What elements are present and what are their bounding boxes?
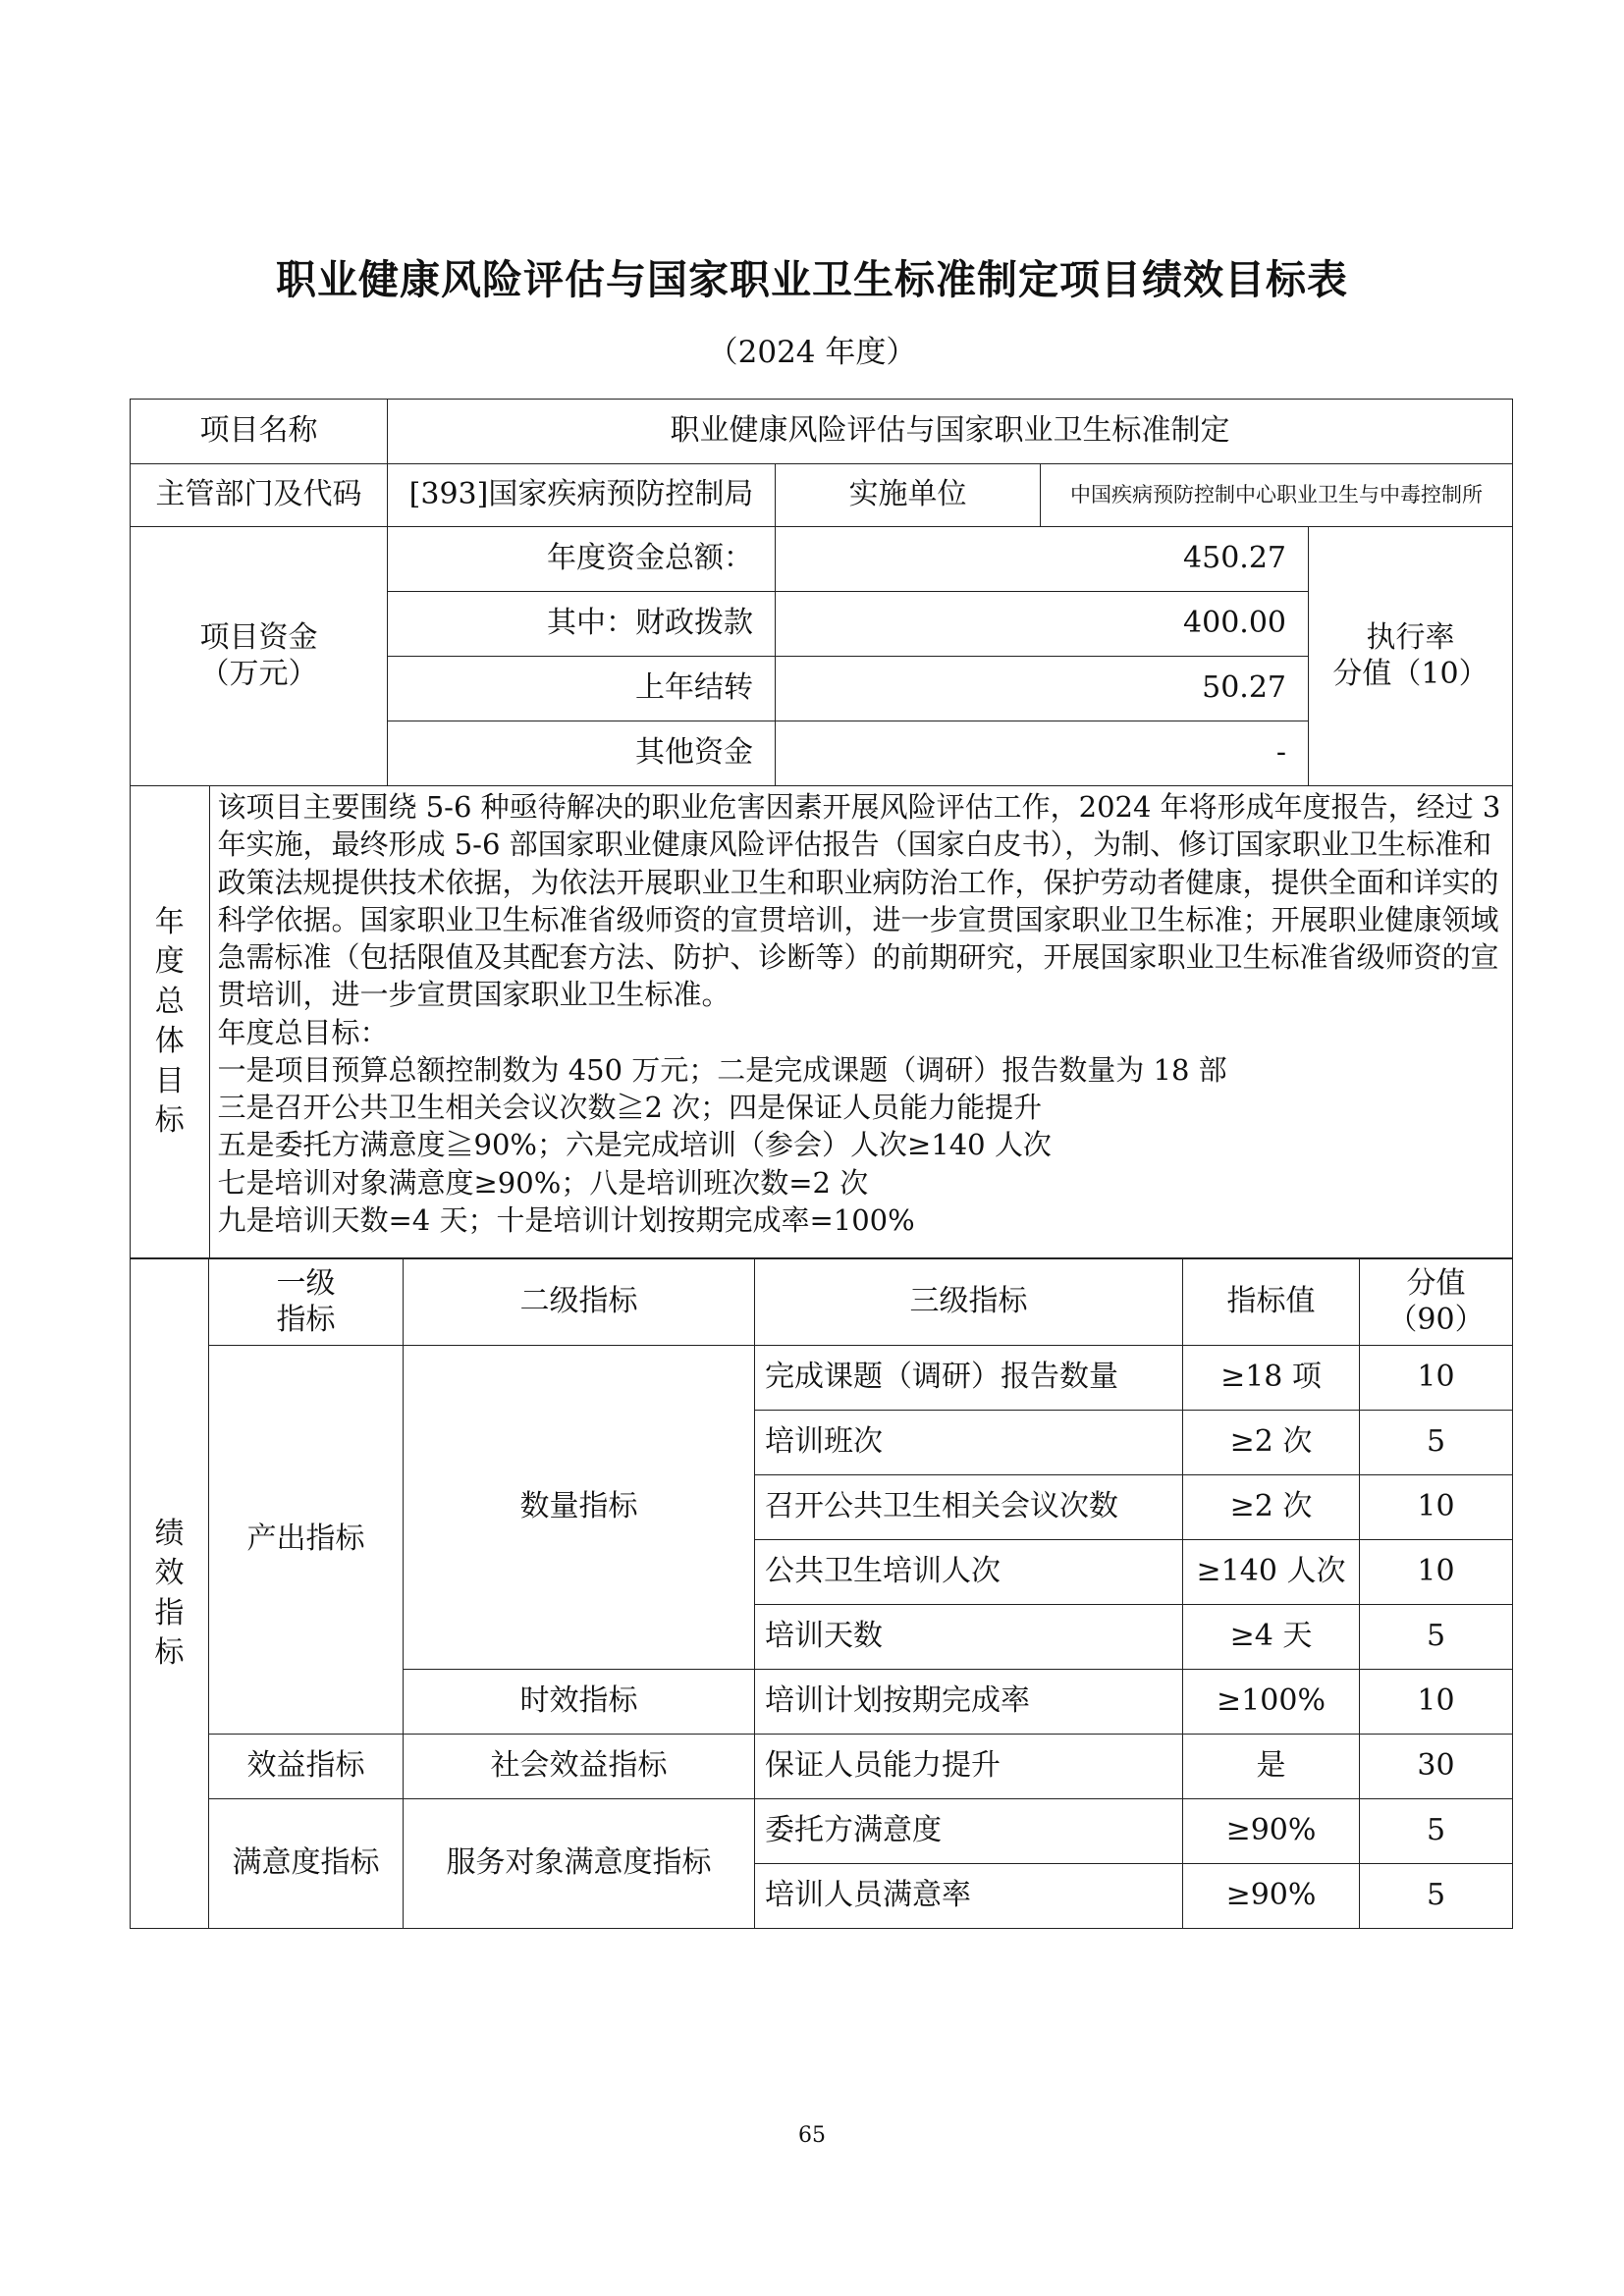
perf-label-char: 指 xyxy=(154,1595,185,1630)
funds-total-value: 450.27 xyxy=(776,527,1309,592)
indicator-value: ≥18 项 xyxy=(1183,1346,1360,1411)
indicator-score: 5 xyxy=(1360,1411,1513,1475)
header-level1 xyxy=(209,1259,404,1346)
header-level3: 三级指标 xyxy=(755,1259,1183,1346)
funds-total-label: 年度资金总额： xyxy=(388,527,776,592)
goal-line: 年度总目标： xyxy=(217,1015,389,1049)
funds-label-line2: （万元） xyxy=(199,656,318,691)
page-subtitle: （2024 年度） xyxy=(707,335,917,370)
exec-rate-line1: 执行率 xyxy=(1366,619,1455,655)
performance-table xyxy=(130,1258,1513,1929)
indicator-name: 公共卫生培训人次 xyxy=(755,1540,1183,1605)
perf-label xyxy=(131,1259,209,1929)
funds-carryover-label: 上年结转 xyxy=(388,657,776,721)
perf-label-char: 效 xyxy=(154,1556,185,1590)
indicator-value: ≥4 天 xyxy=(1183,1605,1360,1670)
indicator-name: 召开公共卫生相关会议次数 xyxy=(755,1475,1183,1540)
indicator-score: 5 xyxy=(1360,1864,1513,1929)
impl-value: 中国疾病预防控制中心职业卫生与中毒控制所 xyxy=(1041,464,1513,527)
exec-rate-label xyxy=(1309,527,1513,786)
indicator-score: 5 xyxy=(1360,1605,1513,1670)
header-score xyxy=(1360,1259,1513,1346)
group-social: 社会效益指标 xyxy=(404,1735,755,1799)
funds-fiscal-label: 其中：财政拨款 xyxy=(388,592,776,657)
header-level1-line1: 一级 xyxy=(276,1265,336,1301)
goal-section xyxy=(131,786,1513,1258)
indicator-name: 委托方满意度 xyxy=(755,1799,1183,1864)
goal-label xyxy=(131,786,209,1257)
goal-line: 三是召开公共卫生相关会议次数≧2 次；四是保证人员能力能提升 xyxy=(217,1091,1043,1125)
goal-label-char: 目 xyxy=(154,1063,185,1098)
header-level2: 二级指标 xyxy=(404,1259,755,1346)
page-title: 职业健康风险评估与国家职业卫生标准制定项目绩效目标表 xyxy=(276,256,1348,303)
page-number: 65 xyxy=(798,2123,826,2148)
indicator-value: ≥2 次 xyxy=(1183,1411,1360,1475)
dept-label: 主管部门及代码 xyxy=(131,464,388,527)
group-benefit: 效益指标 xyxy=(209,1735,404,1799)
header-score-line2: （90） xyxy=(1387,1302,1485,1337)
goal-label-char: 度 xyxy=(154,944,185,979)
indicator-score: 10 xyxy=(1360,1475,1513,1540)
project-info-grid xyxy=(130,399,1513,1258)
indicator-name: 完成课题（调研）报告数量 xyxy=(755,1346,1183,1411)
group-quantity: 数量指标 xyxy=(404,1346,755,1670)
goal-label-char: 总 xyxy=(154,984,185,1019)
goal-label-char: 标 xyxy=(154,1103,185,1138)
group-service: 服务对象满意度指标 xyxy=(404,1799,755,1929)
indicator-value: ≥2 次 xyxy=(1183,1475,1360,1540)
indicator-value: ≥100% xyxy=(1183,1670,1360,1735)
indicator-value: ≥90% xyxy=(1183,1799,1360,1864)
indicator-score: 10 xyxy=(1360,1346,1513,1411)
indicator-score: 5 xyxy=(1360,1799,1513,1864)
indicator-value: ≥90% xyxy=(1183,1864,1360,1929)
header-level1-line2: 指标 xyxy=(276,1302,336,1337)
funds-fiscal-value: 400.00 xyxy=(776,592,1309,657)
dept-value: [393]国家疾病预防控制局 xyxy=(388,464,776,527)
impl-label: 实施单位 xyxy=(776,464,1041,527)
perf-label-char: 绩 xyxy=(154,1516,185,1551)
goal-line: 七是培训对象满意度≥90%；八是培训班次数=2 次 xyxy=(217,1165,869,1200)
goal-text xyxy=(209,786,1512,1257)
indicator-name: 培训天数 xyxy=(755,1605,1183,1670)
indicator-value: ≥140 人次 xyxy=(1183,1540,1360,1605)
indicator-name: 培训人员满意率 xyxy=(755,1864,1183,1929)
header-value: 指标值 xyxy=(1183,1259,1360,1346)
goal-label-char: 体 xyxy=(154,1024,185,1058)
group-output: 产出指标 xyxy=(209,1346,404,1735)
funds-label-line1: 项目资金 xyxy=(199,619,318,655)
indicator-name: 保证人员能力提升 xyxy=(755,1735,1183,1799)
funds-carryover-value: 50.27 xyxy=(776,657,1309,721)
project-name-value: 职业健康风险评估与国家职业卫生标准制定 xyxy=(388,400,1513,464)
perf-label-char: 标 xyxy=(154,1635,185,1670)
funds-label xyxy=(131,527,388,786)
exec-rate-line2: 分值（10） xyxy=(1332,656,1489,691)
indicator-name: 培训班次 xyxy=(755,1411,1183,1475)
goal-paragraph: 该项目主要围绕 5-6 种亟待解决的职业危害因素开展风险评估工作，2024 年将形成年度报告，经过 3 年实施，最终形成 5-6 部国家职业健康风险评估报告（国家白皮书），为制、修订国家职业卫生标准和政策法规提供技术依据，为依法开展职业卫生和职业病防治工作，保护劳动者健康，提供全面和详实的科学依据。国家职业卫生标准省级师资的宣贯培训，进一步宣贯国家职业卫生标准；开展职业健康领域急需标准（包括限值及其配套方法、防护、诊断等）的前期研究，开展国家职业卫生标准省级师资的宣贯培训，进一步宣贯国家职业卫生标准。 xyxy=(217,790,1501,1012)
funds-other-value: - xyxy=(776,721,1309,786)
indicator-score: 30 xyxy=(1360,1735,1513,1799)
goal-line: 五是委托方满意度≧90%；六是完成培训（参会）人次≥140 人次 xyxy=(217,1128,1052,1162)
funds-other-label: 其他资金 xyxy=(388,721,776,786)
indicator-score: 10 xyxy=(1360,1670,1513,1735)
goal-label-char: 年 xyxy=(154,904,185,939)
indicator-value: 是 xyxy=(1183,1735,1360,1799)
indicator-score: 10 xyxy=(1360,1540,1513,1605)
indicator-name: 培训计划按期完成率 xyxy=(755,1670,1183,1735)
goal-line: 一是项目预算总额控制数为 450 万元；二是完成课题（调研）报告数量为 18 部 xyxy=(217,1052,1227,1087)
goal-line: 九是培训天数=4 天；十是培训计划按期完成率=100% xyxy=(217,1202,915,1237)
group-satisfaction: 满意度指标 xyxy=(209,1799,404,1929)
header-score-line1: 分值 xyxy=(1406,1265,1466,1301)
group-timeliness: 时效指标 xyxy=(404,1670,755,1735)
project-name-label: 项目名称 xyxy=(131,400,388,464)
